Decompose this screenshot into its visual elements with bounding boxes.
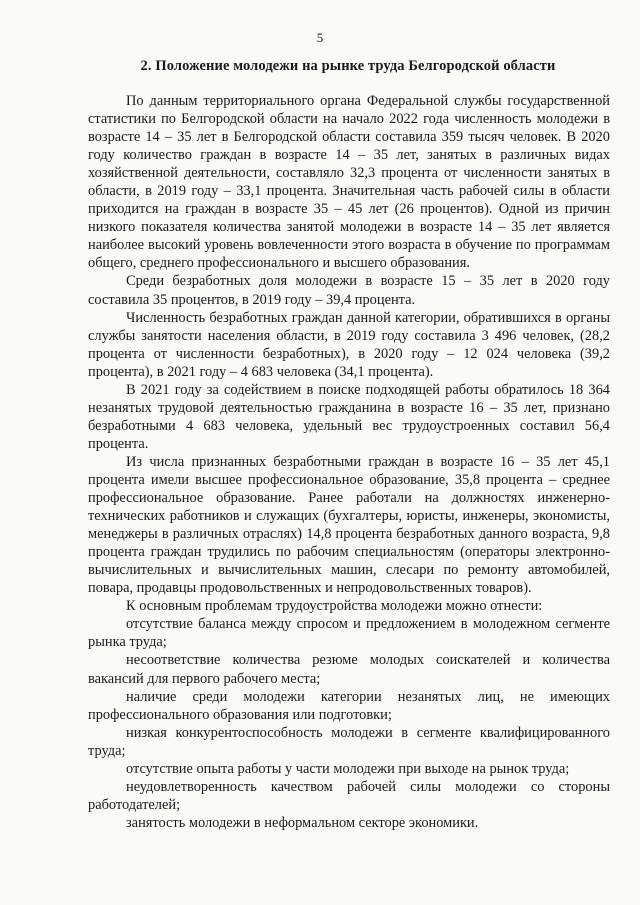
- list-item-no-education: наличие среди молодежи категории незанятых лиц, не имеющих профессионального образования или подготовки;: [88, 688, 610, 723]
- section-title: 2. Положение молодежи на рынке труда Белгородской области: [140, 58, 556, 74]
- paragraph-education-breakdown: Из числа признанных безработными граждан в возрасте 16 – 35 лет 45,1 процента имели высшее профессиональное образование, 35,8 процента – среднее профессиональное образование. Ранее работали на должностях инженерно-технических работников и служащих (бухгалтеры, юристы, инженеры, экономисты, менеджеры в различных отраслях) 14,8 процента безработных данного возраста, 9,8 процента граждан трудились по рабочим специальностям (операторы электронно-вычислительных и вычислительных машин, слесари по ремонту автомобилей, повара, продавцы продовольственных и непродовольственных товаров).: [88, 453, 610, 597]
- paragraph-problems-intro: К основным проблемам трудоустройства молодежи можно отнести:: [126, 598, 543, 615]
- document-body: [88, 92, 610, 832]
- list-item-informal-sector: занятость молодежи в неформальном секторе экономики.: [126, 814, 479, 831]
- list-item-no-experience: отсутствие опыта работы у части молодежи при выходе на рынок труда;: [126, 760, 570, 777]
- list-item-resume-mismatch: несоответствие количества резюме молодых соискателей и количества вакансий для первого рабочего места;: [88, 652, 610, 687]
- page-number: 5: [316, 30, 324, 45]
- paragraph-2021-assistance: В 2021 году за содействием в поиске подходящей работы обратилось 18 364 незанятых трудовой деятельностью гражданина в возрасте 16 – 35 лет, признано безработными 4 683 человека, удельный вес трудоустроенных составил 56,4 процента.: [88, 381, 610, 452]
- list-item-employer-dissatisfaction: неудовлетворенность качеством рабочей силы молодежи со стороны работодателей;: [88, 778, 610, 813]
- list-item-balance: отсутствие баланса между спросом и предложением в молодежном сегменте рынка труда;: [88, 616, 610, 651]
- paragraph-unemployed-share: Среди безработных доля молодежи в возрасте 15 – 35 лет в 2020 году составила 35 процентов, в 2019 году – 39,4 процента.: [88, 273, 610, 308]
- paragraph-unemployed-count: Численность безработных граждан данной категории, обратившихся в органы службы занятости населения области, в 2019 году составила 3 496 человек, (28,2 процента от численности безработных), в 2020 году – 12 024 человека (39,2 процента), в 2021 году – 4 683 человека (34,1 процента).: [88, 309, 610, 380]
- list-item-low-competitiveness: низкая конкурентоспособность молодежи в сегменте квалифицированного труда;: [88, 724, 610, 759]
- paragraph-youth-population: По данным территориального органа Федеральной службы государственной статистики по Белгородской области на начало 2022 года численность молодежи в возрасте 14 – 35 лет в Белгородской области составила 359 тысяч человек. В 2020 году количество граждан в возрасте 14 – 35 лет, занятых в различных видах хозяйственной деятельности, составляло 32,3 процента от численности занятых в области, в 2019 году – 33,1 процента. Значительная часть рабочей силы в области приходится на граждан в возрасте 35 – 45 лет (26 процентов). Одной из причин низкого показателя количества занятой молодежи в возрасте 14 – 35 лет является наиболее высокий уровень вовлеченности этого возраста в обучение по программам общего, среднего профессионального и высшего образования.: [88, 93, 610, 272]
